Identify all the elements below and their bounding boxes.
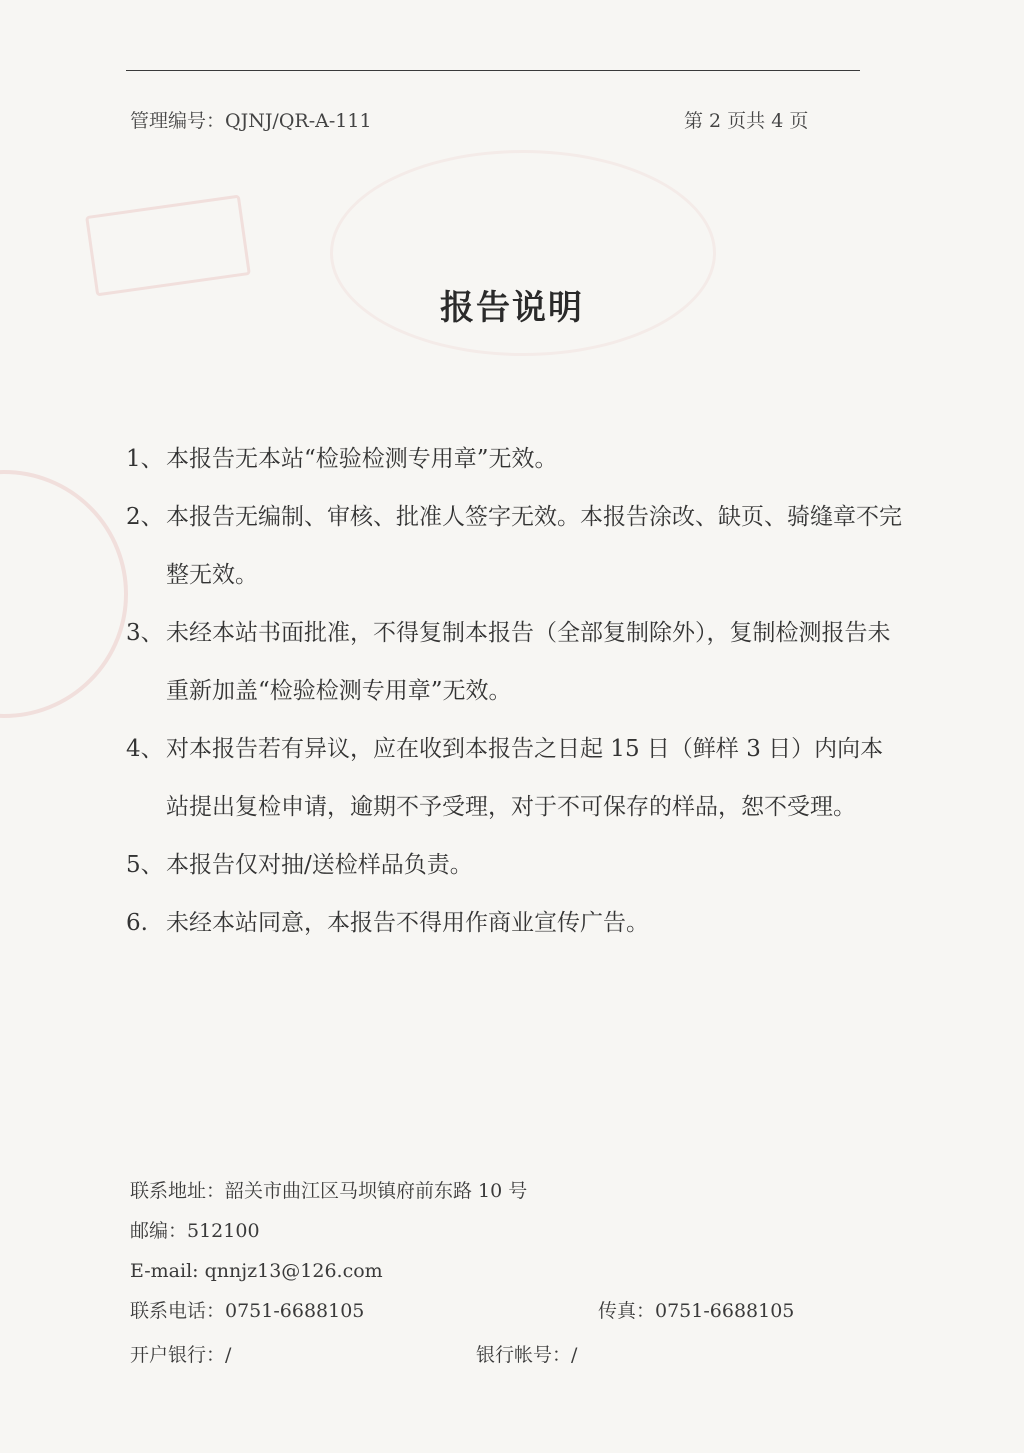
contact-address: 联系地址：韶关市曲江区马坝镇府前东路 10 号 xyxy=(130,1180,528,1202)
page-indicator: 第 2 页共 4 页 xyxy=(684,110,809,132)
page-title: 报告说明 xyxy=(440,288,584,328)
clause-number: 2、 xyxy=(126,504,164,530)
clause-item xyxy=(126,836,906,894)
contact-phone: 联系电话：0751-6688105 xyxy=(130,1300,365,1322)
email: E-mail: qnnjz13@126.com xyxy=(130,1260,383,1282)
clause-text: 本报告无编制、审核、批准人签字无效。本报告涂改、缺页、骑缝章不完整无效。 xyxy=(166,504,902,588)
management-number: 管理编号：QJNJ/QR-A-111 xyxy=(130,110,372,132)
clause-item xyxy=(126,430,906,488)
clause-number: 5、 xyxy=(126,852,164,878)
postcode: 邮编：512100 xyxy=(130,1220,260,1242)
clause-text: 对本报告若有异议，应在收到本报告之日起 15 日（鲜样 3 日）内向本站提出复检申请，逾期不予受理，对于不可保存的样品，恕不受理。 xyxy=(166,736,884,820)
bank-name: 开户银行：/ xyxy=(130,1344,232,1366)
header-rule xyxy=(126,70,860,71)
bank-account: 银行帐号：/ xyxy=(476,1344,578,1366)
clause-number: 3、 xyxy=(126,620,164,646)
fax: 传真：0751-6688105 xyxy=(598,1300,795,1322)
clause-list xyxy=(126,430,906,952)
clause-number: 6. xyxy=(126,910,148,936)
clause-number: 4、 xyxy=(126,736,164,762)
clause-text: 本报告仅对抽/送检样品负责。 xyxy=(166,852,473,878)
clause-item xyxy=(126,604,906,720)
clause-item xyxy=(126,720,906,836)
clause-text: 本报告无本站“检验检测专用章”无效。 xyxy=(166,446,558,472)
clause-text: 未经本站书面批准，不得复制本报告（全部复制除外），复制检测报告未重新加盖“检验检测专用章”无效。 xyxy=(166,620,891,704)
clause-item xyxy=(126,488,906,604)
circular-stamp xyxy=(0,470,128,718)
clause-number: 1、 xyxy=(126,446,164,472)
clause-item xyxy=(126,894,906,952)
clause-text: 未经本站同意，本报告不得用作商业宣传广告。 xyxy=(166,910,649,936)
